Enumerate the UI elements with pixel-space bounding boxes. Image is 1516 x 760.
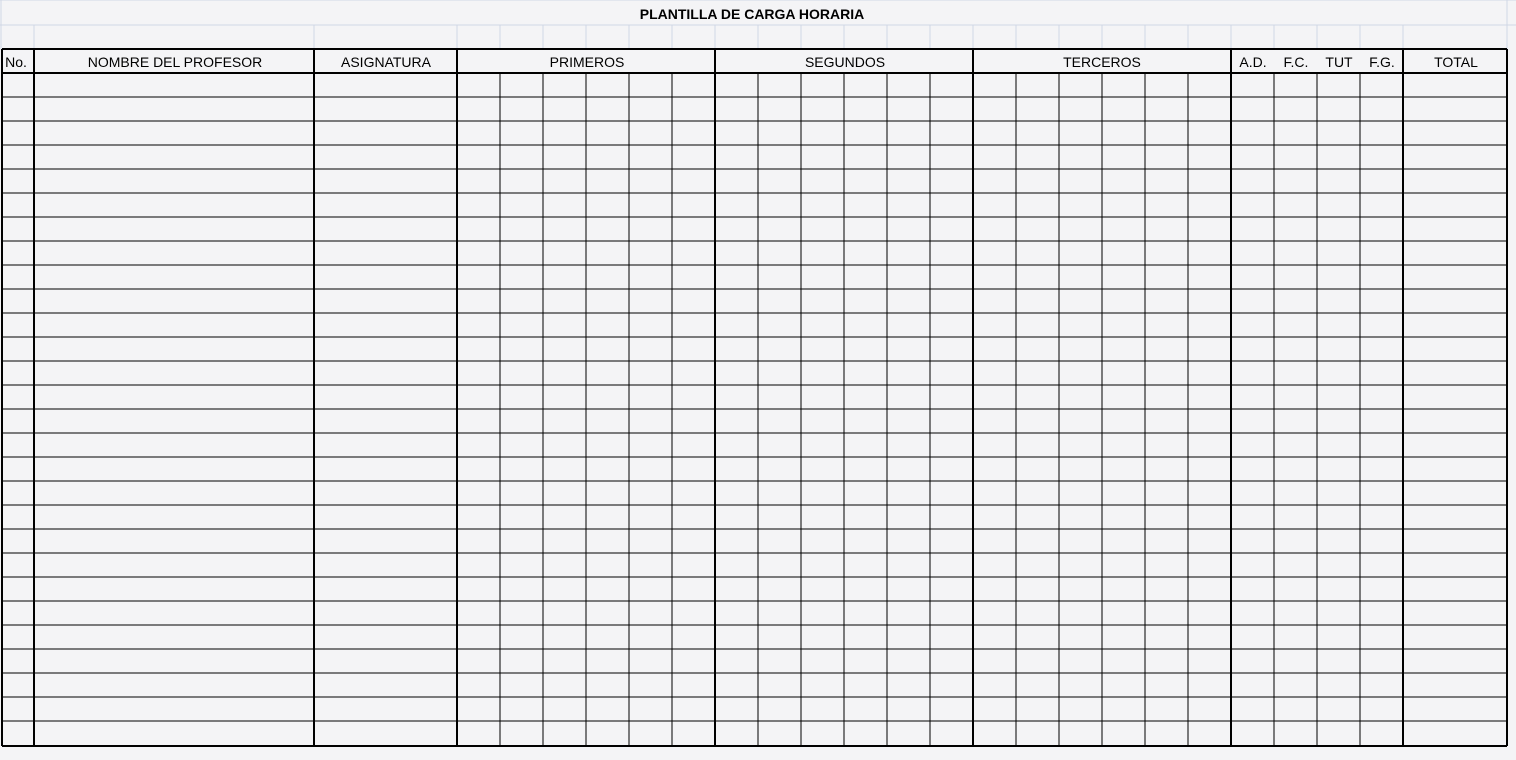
sheet-title: PLANTILLA DE CARGA HORARIA xyxy=(639,6,865,22)
header-row xyxy=(5,6,1478,70)
header-fg: F.G. xyxy=(1369,54,1395,70)
data-grid xyxy=(2,49,1507,746)
header-fc: F.C. xyxy=(1283,54,1309,70)
header-segundos: SEGUNDOS xyxy=(804,54,886,70)
header-no: No. xyxy=(5,54,27,70)
header-total: TOTAL xyxy=(1434,54,1478,70)
header-tut: TUT xyxy=(1325,54,1353,70)
header-asignatura: ASIGNATURA xyxy=(341,54,431,70)
header-terceros: TERCEROS xyxy=(1063,54,1141,70)
header-nombre-del-profesor: NOMBRE DEL PROFESOR xyxy=(87,54,263,70)
header-primeros: PRIMEROS xyxy=(549,54,625,70)
header-ad: A.D. xyxy=(1239,54,1267,70)
